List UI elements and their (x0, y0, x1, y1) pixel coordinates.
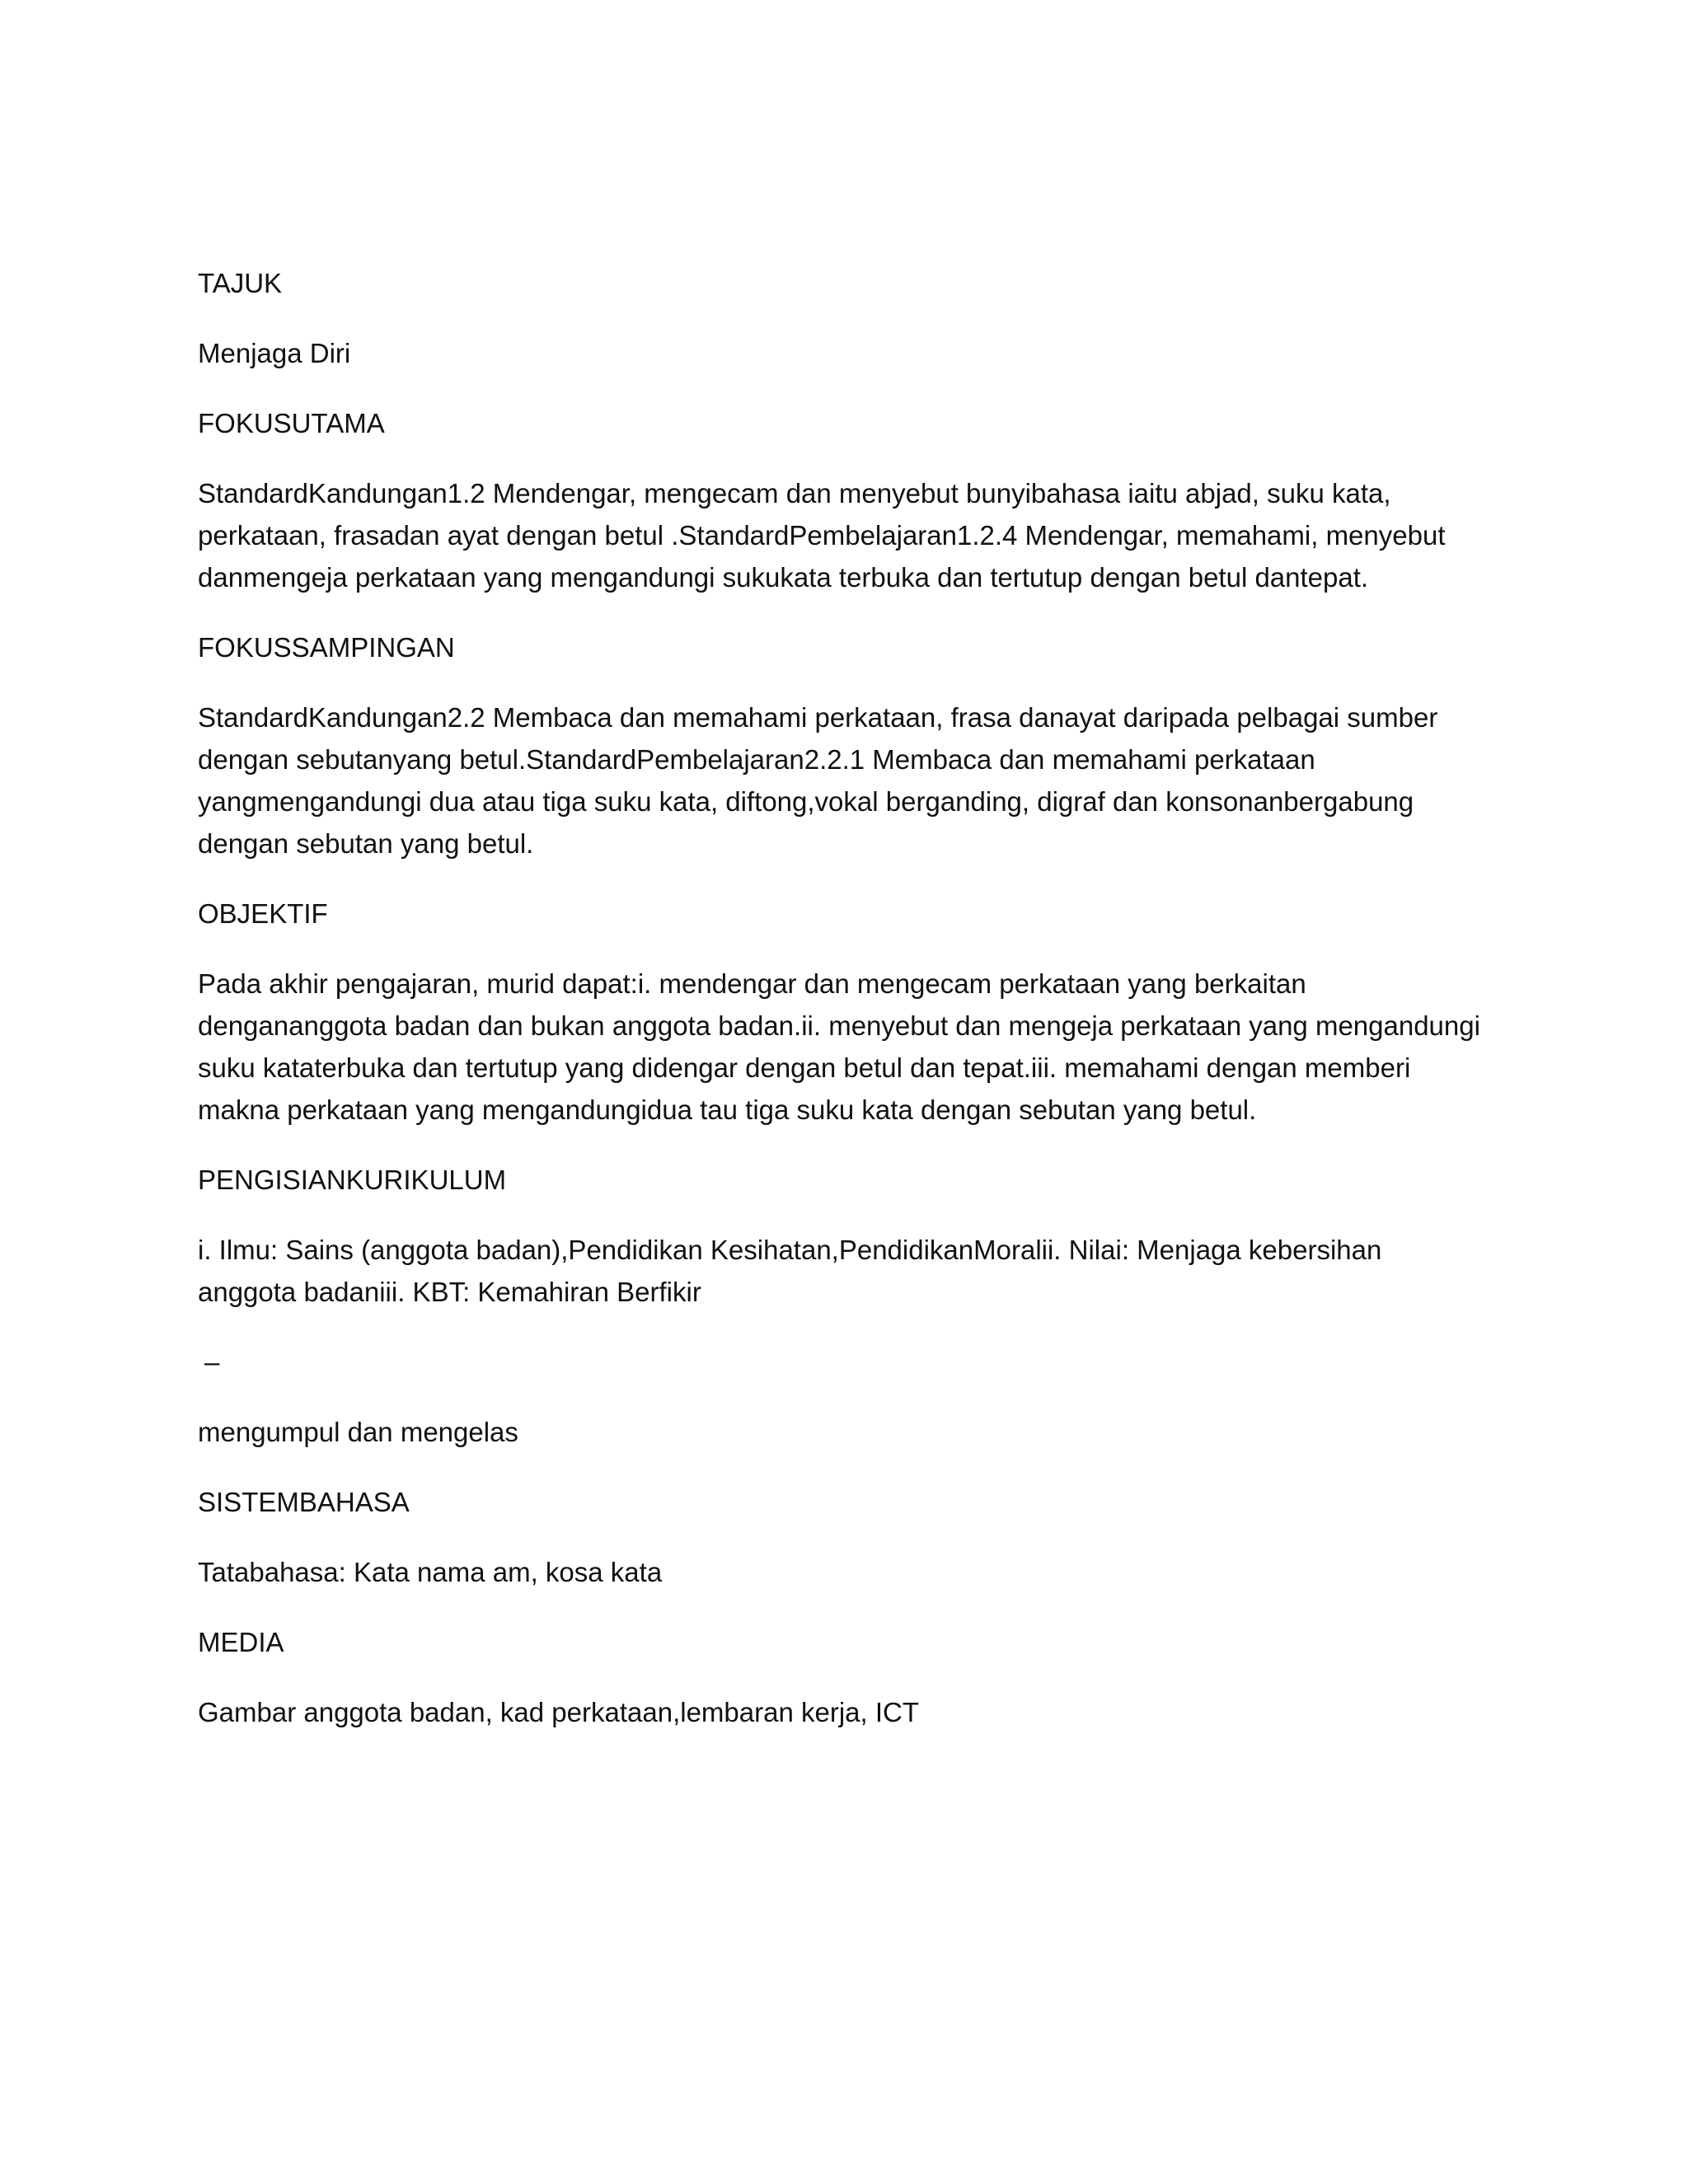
heading-media: MEDIA (198, 1627, 284, 1657)
tajuk-text: Menjaga Diri (198, 338, 351, 368)
heading-fokus-utama: FOKUSUTAMA (198, 408, 385, 438)
fokus-sampingan-text: StandardKandungan2.2 Membaca dan memahami perkataan, frasa danayat daripada pelbagai sumber dengan sebutanyang betul.StandardPembelajaran2.2.1 Membaca dan memahami perkataan yangmengandungi dua atau tiga suku kata, diftong,vokal berganding, digraf dan konsonanbergabung dengan sebutan yang betul. (198, 702, 1438, 859)
fokus-utama-text: StandardKandungan1.2 Mendengar, mengecam dan menyebut bunyibahasa iaitu abjad, suku kata, perkataan, frasadan ayat dengan betul .StandardPembelajaran1.2.4 Mendengar, memahami, menyebut danmengeja perkataan yang mengandungi sukukata terbuka dan tertutup dengan betul dantepat. (198, 478, 1446, 593)
pengisian-kurikulum-text: i. Ilmu: Sains (anggota badan),Pendidikan Kesihatan,PendidikanMoralii. Nilai: Menjaga kebersihan anggota badaniii. KBT: Kemahiran Berfikir (198, 1235, 1382, 1307)
objektif-text: Pada akhir pengajaran, murid dapat:i. mendengar dan mengecam perkataan yang berkaitan dengananggota badan dan bukan anggota badan.ii. menyebut dan mengeja perkataan yang mengandungi suku kataterbuka dan tertutup yang didengar dengan betul dan tepat.iii. memahami dengan memberi makna perkataan yang mengandungidua tau tiga suku kata dengan sebutan yang betul. (198, 968, 1480, 1125)
heading-fokus-sampingan: FOKUSSAMPINGAN (198, 632, 455, 663)
heading-sistem-bahasa: SISTEMBAHASA (198, 1487, 410, 1517)
heading-tajuk: TAJUK (198, 268, 283, 298)
heading-pengisian-kurikulum: PENGISIANKURIKULUM (198, 1165, 507, 1195)
document-page (198, 262, 1484, 1761)
kbt-continuation-text: mengumpul dan mengelas (198, 1417, 518, 1447)
dash-separator: – (204, 1347, 220, 1377)
sistem-bahasa-text: Tatabahasa: Kata nama am, kosa kata (198, 1557, 663, 1587)
heading-objektif: OBJEKTIF (198, 898, 328, 929)
media-text: Gambar anggota badan, kad perkataan,lembaran kerja, ICT (198, 1697, 920, 1727)
